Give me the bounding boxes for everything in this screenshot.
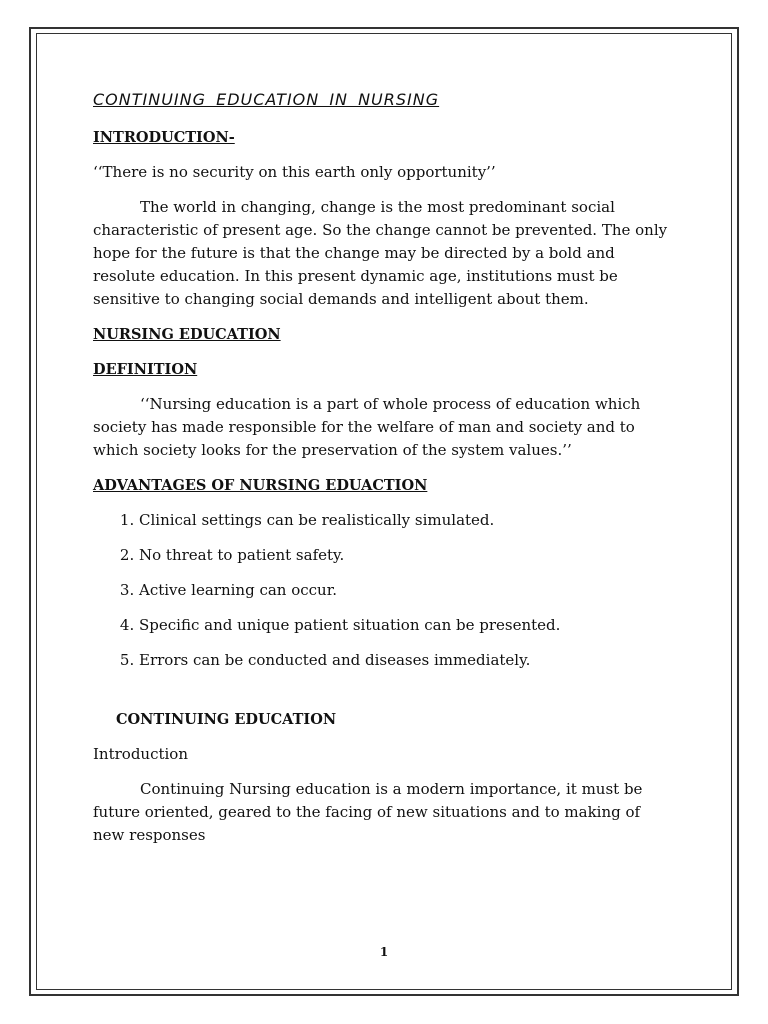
continuing-paragraph: Continuing Nursing education is a modern importance, it must be future oriented, geared to the facing of new situations and to making of new responses (93, 780, 643, 844)
continuing-education-heading: CONTINUING EDUCATION (116, 711, 337, 728)
list-item: 2. No threat to patient safety. (139, 544, 668, 567)
advantages-heading: ADVANTAGES OF NURSING EDUACTION (93, 477, 428, 494)
document-body (93, 88, 668, 859)
introduction-heading: INTRODUCTION- (93, 129, 235, 146)
intro-quote: ‘‘There is no security on this earth only opportunity’’ (93, 163, 496, 181)
page-number: 1 (379, 945, 389, 959)
nursing-education-heading: NURSING EDUCATION (93, 326, 281, 343)
definition-paragraph: ‘‘Nursing education is a part of whole process of education which society has made responsible for the welfare of man and society and to which society looks for the preservation of the system values.’’ (93, 395, 641, 459)
list-item: 3. Active learning can occur. (139, 579, 668, 602)
intro-paragraph: The world in changing, change is the most predominant social characteristic of present age. So the change cannot be prevented. The only hope for the future is that the change may be directed by a bold and resolute education. In this present dynamic age, institutions must be sensitive to changing social demands and intelligent about them. (93, 198, 668, 308)
document-title: CONTINUING EDUCATION IN NURSING (93, 90, 440, 109)
list-item: 4. Specific and unique patient situation can be presented. (139, 614, 668, 637)
list-item: 5. Errors can be conducted and diseases immediately. (139, 649, 668, 672)
definition-heading: DEFINITION (93, 361, 198, 378)
continuing-introduction-label: Introduction (93, 745, 188, 763)
list-item: 1. Clinical settings can be realistically simulated. (139, 509, 668, 532)
advantages-list (93, 509, 668, 672)
